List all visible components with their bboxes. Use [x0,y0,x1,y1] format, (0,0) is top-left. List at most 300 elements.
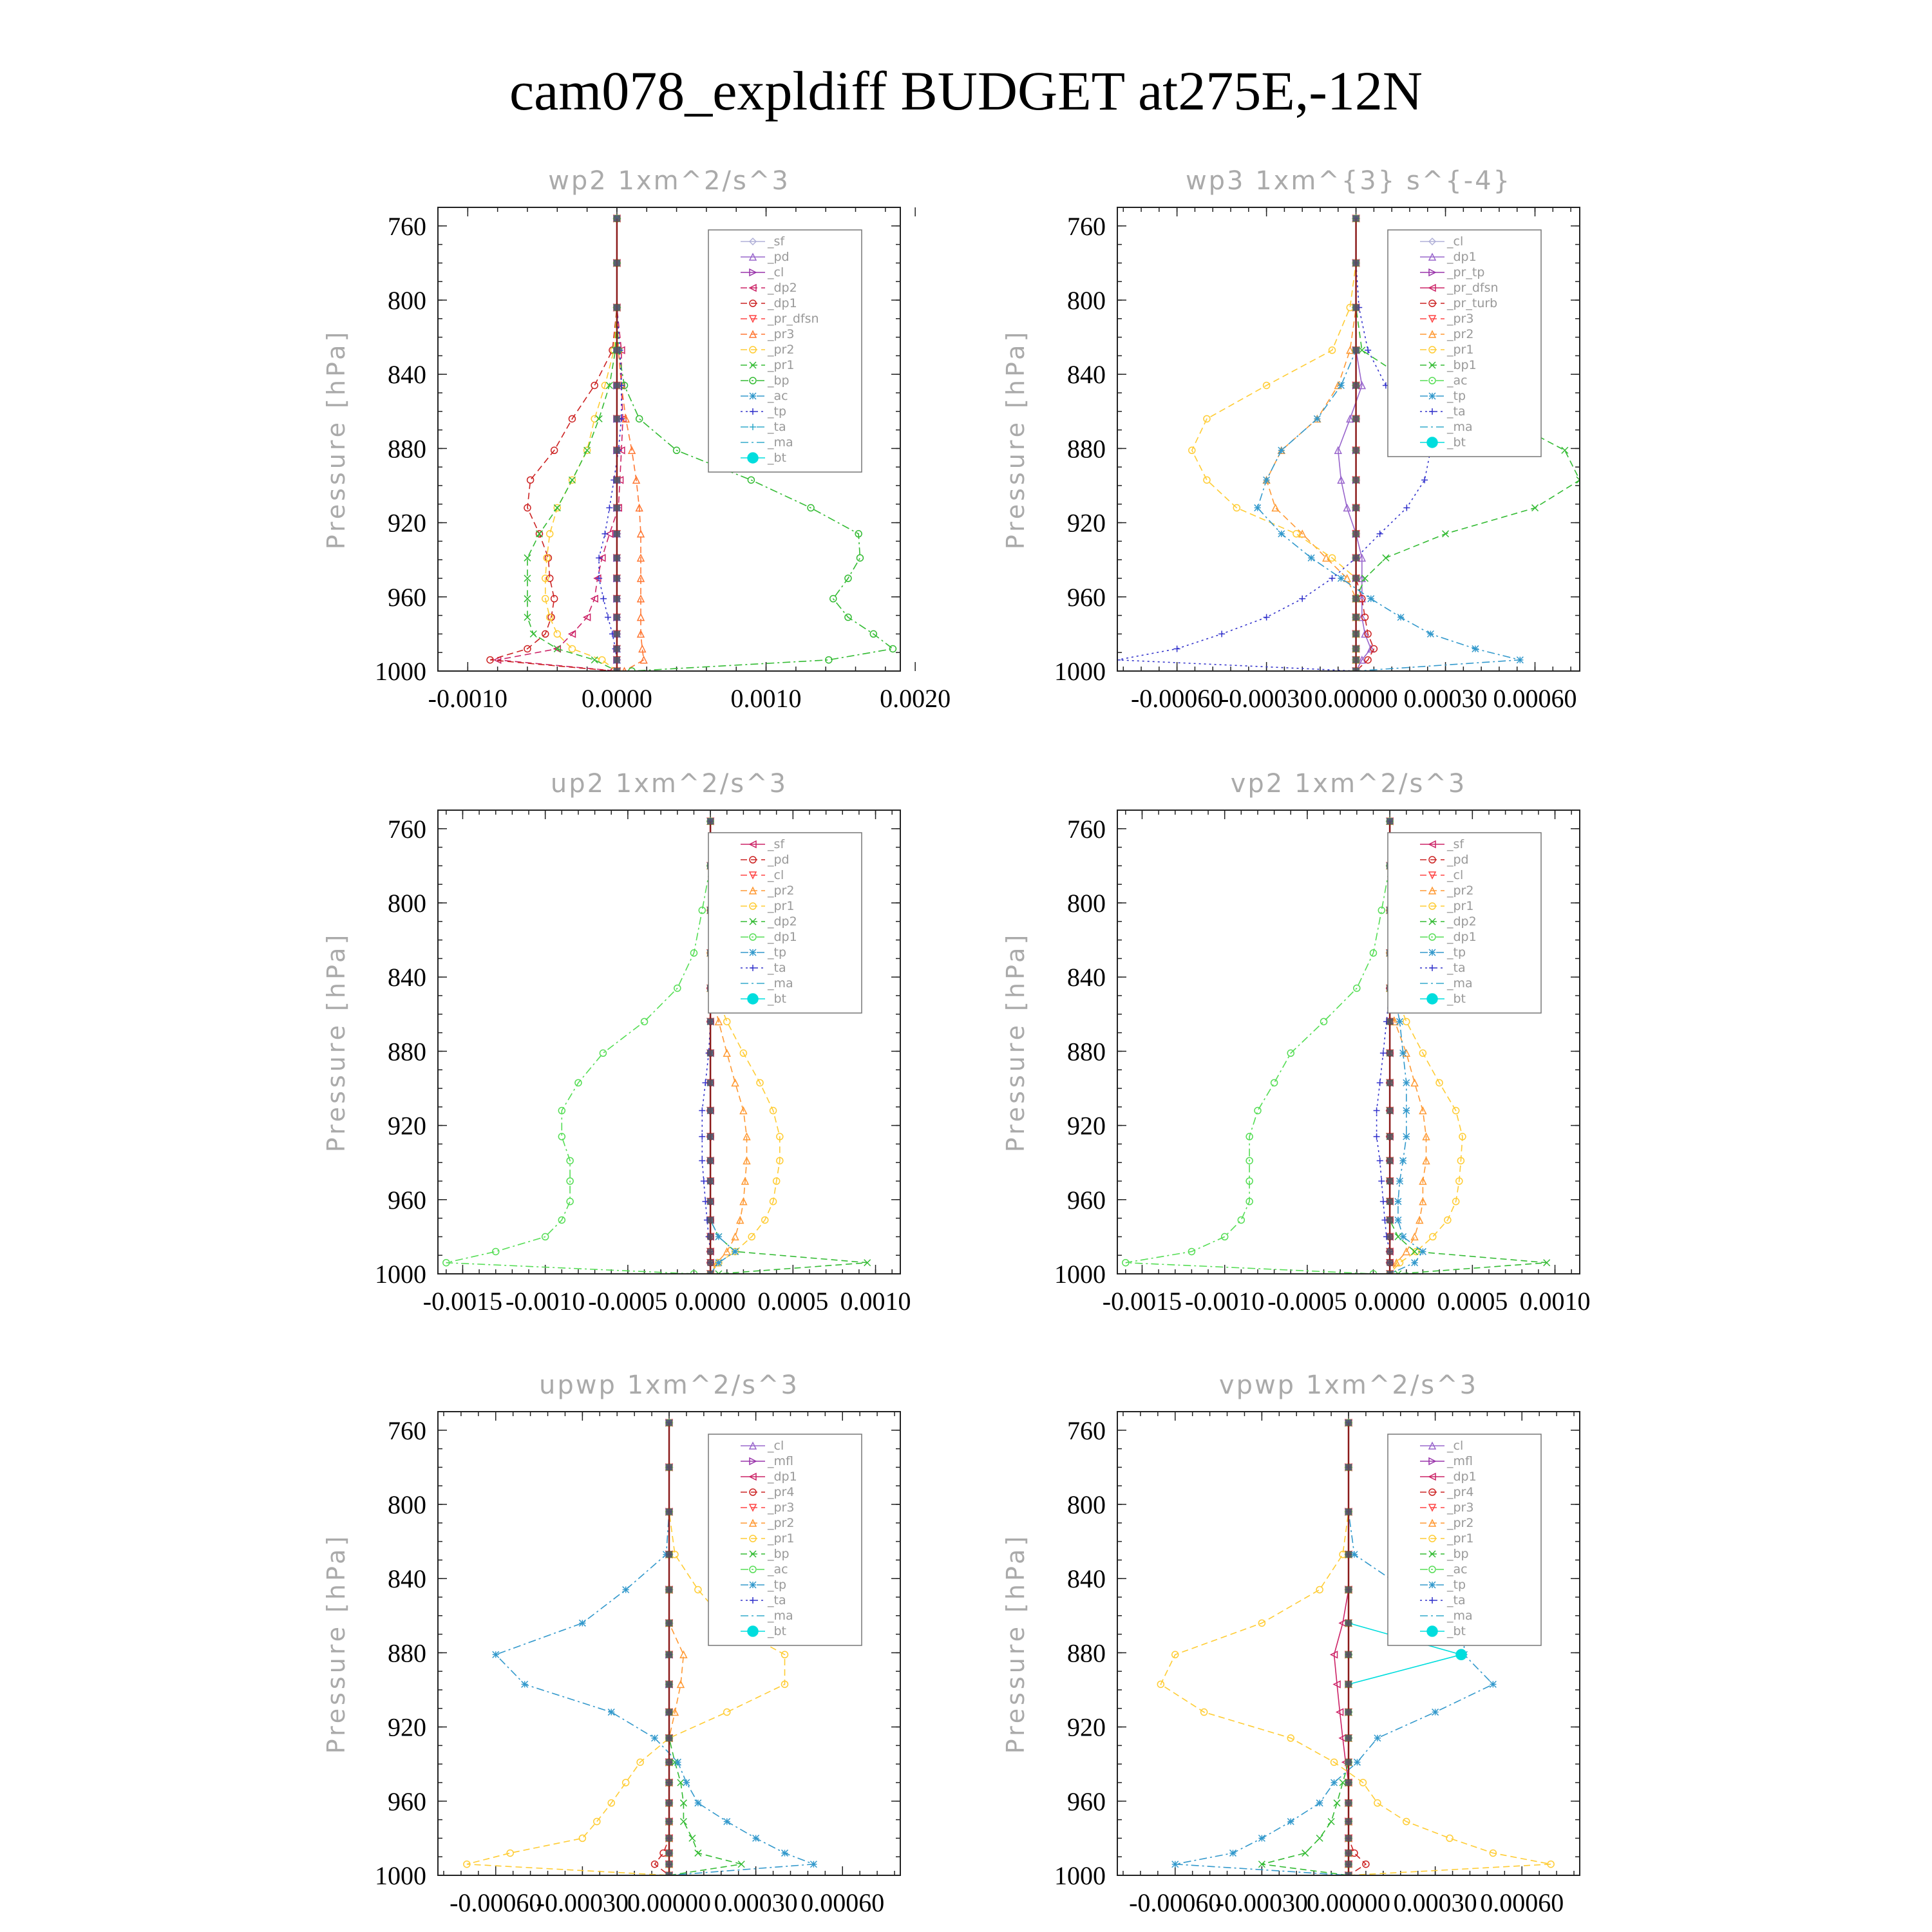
y-tick-label: 880 [1067,1638,1106,1668]
data-point [1397,614,1404,620]
legend-label: _dp2 [768,914,797,929]
data-point [1400,1233,1406,1240]
data-point [579,1835,585,1841]
y-tick-label: 800 [388,286,426,315]
data-point [1430,1233,1436,1240]
data-point [701,1178,707,1184]
legend-label: _mfl [768,1454,793,1468]
data-point [1230,1850,1236,1856]
data-point [1380,1198,1387,1205]
y-tick-label: 1000 [375,1861,426,1890]
stacked-marker [614,260,620,266]
y-tick-label: 760 [388,814,426,844]
data-point [1258,1835,1265,1841]
stacked-marker [666,1709,672,1716]
data-point [724,1818,730,1824]
legend-label: _pr2 [768,1516,795,1530]
data-point [1293,531,1300,537]
stacked-marker [1353,382,1359,388]
series-line-dp1 [1126,821,1390,1274]
stacked-marker [666,1551,672,1558]
stacked-marker [1345,1586,1352,1593]
legend-label: _pr2 [1447,884,1474,898]
data-point [641,1018,648,1025]
data-point [674,1759,681,1765]
stacked-marker [666,1509,672,1515]
stacked-marker [1345,1759,1352,1765]
data-point [1174,645,1180,652]
y-tick-label: 880 [388,1638,426,1668]
legend-label: _pr4 [1447,1485,1474,1499]
data-point [677,1681,684,1687]
stacked-marker [1345,1779,1352,1786]
legend-label: _bp [1447,1547,1469,1561]
legend-label: _bt [768,992,787,1006]
data-point [1403,1133,1410,1140]
stacked-marker [666,1464,672,1470]
data-point [1271,1079,1278,1086]
data-point [569,477,575,483]
stacked-marker [1387,1157,1393,1164]
stacked-marker [1387,818,1393,824]
stacked-marker [1345,1651,1352,1658]
legend-label: _ac [1447,374,1468,388]
data-point [724,1709,730,1716]
legend-marker [748,1626,758,1636]
y-tick-label: 840 [1067,1564,1106,1594]
stacked-marker [1345,1551,1352,1558]
legend-marker [748,453,758,463]
legend-label: _pr3 [768,327,795,341]
y-tick-label: 800 [1067,1490,1106,1519]
y-tick-label: 880 [1067,1037,1106,1066]
data-point [554,630,560,637]
legend-label: _pr1 [1447,343,1474,357]
legend-label: _dp1 [1447,930,1477,944]
stacked-marker [1387,1018,1393,1025]
data-point [1374,1800,1381,1806]
x-tick-label: 0.0005 [1437,1287,1508,1316]
data-point [1383,554,1389,561]
y-axis-label: Pressure [hPa] [1001,931,1030,1153]
x-tick-label: -0.00030 [1215,1888,1309,1917]
data-point [1443,531,1449,537]
stacked-marker [1353,596,1359,602]
legend-label: _ma [1447,1609,1473,1623]
data-point [527,477,534,483]
data-point [695,1586,701,1593]
data-point [715,1260,722,1266]
y-tick-label: 800 [388,889,426,918]
stacked-marker [614,657,620,663]
legend-marker [1427,1626,1437,1636]
data-point [1218,630,1225,637]
legend-label: _pr_dfsn [1447,281,1499,295]
panel-6 [1001,1370,1580,1917]
data-point [857,554,863,561]
data-point [1255,1108,1261,1114]
data-point [1396,1018,1403,1025]
stacked-marker [666,1800,672,1806]
data-point [1204,477,1210,483]
x-tick-label: 0.0010 [730,684,802,713]
legend-label: _tp [768,945,787,960]
stacked-marker [1345,1709,1352,1716]
stacked-marker [1345,1419,1352,1426]
y-tick-label: 920 [1067,1712,1106,1742]
data-point [782,1850,788,1856]
data-point [1316,1835,1323,1841]
legend-label: _ta [768,1593,786,1607]
stacked-marker [1353,260,1359,266]
data-point [600,1050,606,1056]
stacked-marker [1353,477,1359,483]
stacked-marker [666,1681,672,1687]
data-point [732,1248,739,1255]
data-point [724,1018,730,1025]
data-point [1334,1800,1340,1806]
legend-label: _pr_tp [1447,265,1485,279]
data-point [1532,505,1539,511]
stacked-marker [707,1178,714,1184]
x-tick-label: -0.0005 [1267,1287,1347,1316]
data-point [699,1133,705,1140]
data-point [1412,1233,1418,1240]
data-point [1299,596,1305,602]
legend-label: _pr2 [1447,327,1474,341]
data-point [1396,1178,1403,1184]
stacked-marker [1353,347,1359,354]
x-tick-label: 0.00030 [1403,684,1488,713]
y-axis-label: Pressure [hPa] [322,931,350,1153]
panel-5 [322,1370,900,1917]
x-tick-label: -0.00060 [1129,1888,1222,1917]
data-point [1517,657,1523,663]
legend-label: _pr3 [768,1501,795,1515]
data-point [1427,630,1434,637]
panels [322,166,1591,1917]
y-tick-label: 920 [388,1712,426,1742]
data-point [608,1709,614,1716]
stacked-marker [1387,1260,1393,1266]
stacked-marker [666,1861,672,1868]
data-point [600,596,607,602]
data-point [1562,447,1568,453]
stacked-marker [1345,1835,1352,1841]
legend-label: _tp [1447,945,1466,960]
legend-label: _pr2 [768,884,795,898]
data-point [636,415,643,422]
data-point [1172,1861,1179,1868]
data-point [1351,1551,1358,1558]
stacked-marker [666,1651,672,1658]
y-axis-label: Pressure [hPa] [1001,328,1030,550]
stacked-marker [666,1586,672,1593]
data-point [1374,1735,1381,1741]
data-point [591,382,598,388]
y-tick-label: 960 [1067,1786,1106,1816]
stacked-marker [1387,1133,1393,1140]
data-point [605,614,611,620]
data-point [1329,575,1336,582]
figure-title: cam078_expldiff BUDGET at275E,-12N [509,60,1423,122]
data-point [1403,1079,1410,1086]
y-tick-label: 1000 [375,1260,426,1289]
y-tick-label: 880 [388,434,426,464]
legend [708,833,862,1013]
x-tick-label: -0.00030 [1220,684,1313,713]
stacked-marker [707,1133,714,1140]
data-point [545,554,551,561]
x-tick-label: 0.00060 [1493,684,1577,713]
x-tick-label: 0.0005 [757,1287,829,1316]
legend-label: _ac [768,389,788,403]
y-tick-label: 760 [388,211,426,241]
x-tick-label: -0.0015 [422,1287,503,1316]
series-line-dp1 [1334,1423,1349,1875]
panel-title: wp3 1xm^{3} s^{-4} [1185,166,1512,196]
data-point [601,531,608,537]
legend-label: _ma [1447,976,1473,990]
stacked-marker [1345,1735,1352,1741]
data-point [530,630,536,637]
x-tick-label: 0.00000 [1314,684,1398,713]
data-point [1421,477,1428,483]
data-point [1432,1709,1439,1716]
legend-label: _ma [1447,420,1473,434]
data-point [1378,1178,1385,1184]
stacked-marker [1353,531,1359,537]
legend-label: _ta [1447,961,1466,975]
stacked-marker [666,1835,672,1841]
data-point [569,645,575,652]
legend-marker [1429,393,1435,399]
legend-label: _tp [768,404,787,419]
data-point [1396,1260,1403,1266]
legend-label: _sf [768,837,785,851]
x-tick-label: -0.0010 [1185,1287,1265,1316]
y-tick-label: 800 [388,1490,426,1519]
panel-title: upwp 1xm^2/s^3 [539,1370,799,1400]
legend-marker [750,393,756,399]
legend-label: _dp1 [768,1470,797,1484]
y-tick-label: 840 [388,963,426,992]
legend-label: _pr3 [1447,1501,1474,1515]
data-point [1338,575,1344,582]
y-tick-label: 1000 [1054,1260,1106,1289]
stacked-marker [614,575,620,582]
legend [1388,1434,1541,1645]
y-tick-label: 880 [1067,434,1106,464]
legend-label: _bp [768,1547,790,1561]
data-point [699,1108,705,1114]
stacked-marker [1353,645,1359,652]
legend-label: _cl [1447,868,1464,882]
data-point [1403,505,1410,511]
stacked-marker [666,1620,672,1626]
stacked-marker [1345,1850,1352,1856]
data-point [1314,415,1320,422]
legend-label: _pd [768,853,790,867]
stacked-marker [614,596,620,602]
legend-label: _ma [768,1609,793,1623]
y-axis-label: Pressure [hPa] [322,1533,350,1754]
stacked-marker [1387,1079,1393,1086]
data-point [715,1233,722,1240]
legend-label: _pr1 [768,358,795,372]
x-tick-label: -0.0005 [588,1287,668,1316]
series-line-pr1 [1192,218,1356,671]
x-tick-label: 0.00030 [1393,1888,1477,1917]
legend-label: _pr2 [1447,1516,1474,1530]
legend-label: _pr1 [1447,1531,1474,1546]
legend-label: _ta [1447,404,1466,419]
stacked-marker [1353,305,1359,311]
legend-label: _pr_dfsn [768,312,819,326]
series-line-pr2 [1267,218,1356,671]
stacked-marker [1345,1509,1352,1515]
data-point [1316,1800,1323,1806]
data-point [567,1198,573,1205]
panel-3 [322,769,911,1316]
stacked-marker [1353,554,1359,561]
stacked-marker [1353,614,1359,620]
data-point [1338,382,1344,388]
data-point [689,1835,696,1841]
panel-4 [1001,769,1591,1316]
legend-label: _tp [1447,389,1466,403]
stacked-marker [1387,1198,1393,1205]
legend-label: _ma [768,435,793,450]
y-tick-label: 960 [388,1786,426,1816]
legend-label: _bt [768,1624,787,1638]
x-tick-label: 0.0010 [1519,1287,1591,1316]
data-point [547,614,553,620]
series-line-dp1 [1338,218,1371,671]
stacked-marker [1353,505,1359,511]
legend-label: _cl [768,868,784,882]
y-tick-label: 920 [388,1111,426,1141]
legend [708,1434,862,1645]
data-point [732,1233,739,1240]
stacked-marker [1353,215,1359,222]
data-point [522,1681,528,1687]
stacked-marker [1387,1233,1393,1240]
legend [1388,833,1541,1013]
stacked-marker [707,1233,714,1240]
stacked-marker [707,1248,714,1255]
x-tick-label: 0.00060 [1480,1888,1564,1917]
y-tick-label: 760 [1067,211,1106,241]
data-point [1302,1850,1309,1856]
data-point [683,1779,690,1786]
y-tick-label: 760 [1067,1416,1106,1445]
legend-label: _dp1 [1447,250,1477,264]
stacked-marker [1387,1178,1393,1184]
data-point [699,1157,705,1164]
stacked-marker [1353,447,1359,453]
y-tick-label: 960 [1067,582,1106,612]
legend-label: _pr1 [768,1531,795,1546]
data-point [1419,1248,1426,1255]
y-tick-label: 920 [388,508,426,538]
panel-title: up2 1xm^2/s^3 [550,769,788,799]
stacked-marker [1387,1248,1393,1255]
legend-label: _bp1 [1447,358,1477,372]
legend-marker [750,949,756,956]
data-point [1264,614,1270,620]
series-line-pr4 [1349,1423,1366,1875]
legend-label: _bt [1447,992,1466,1006]
data-point [1354,1759,1360,1765]
legend-marker [748,994,758,1004]
data-point [606,505,612,511]
x-tick-label: -0.00060 [450,1888,542,1917]
legend-label: _ta [1447,1593,1466,1607]
data-point [536,531,542,537]
data-point [554,505,560,511]
data-point [1316,1586,1323,1593]
y-tick-label: 1000 [1054,657,1106,686]
legend-label: _ta [768,961,786,975]
panel-title: wp2 1xm^2/s^3 [548,166,790,196]
data-point [1403,1018,1410,1025]
stacked-marker [1353,630,1359,637]
series-line-pr2 [545,218,617,671]
stacked-marker [614,382,620,388]
x-tick-label: 0.00030 [714,1888,798,1917]
legend-label: _bp [768,374,790,388]
y-tick-label: 920 [1067,508,1106,538]
data-point [652,1735,658,1741]
stacked-marker [614,531,620,537]
x-tick-label: -0.00030 [536,1888,629,1917]
stacked-marker [1345,1620,1352,1626]
data-point [638,531,644,537]
legend-marker [1429,949,1435,956]
data-point [1374,1133,1380,1140]
data-point [1377,1157,1383,1164]
x-tick-label: -0.00060 [1130,684,1224,713]
y-tick-label: 1000 [1054,1861,1106,1890]
x-tick-label: 0.00060 [800,1888,885,1917]
data-point [623,1779,629,1786]
stacked-marker [614,554,620,561]
stacked-marker [666,1735,672,1741]
data-point [1287,1818,1294,1824]
stacked-marker [707,1079,714,1086]
stacked-marker [614,447,620,453]
legend-label: _bt [1447,1624,1466,1638]
legend-marker [1429,1582,1435,1588]
stacked-marker [666,1419,672,1426]
data-point [1278,531,1285,537]
y-tick-label: 760 [1067,814,1106,844]
series-line-dp1 [490,218,617,671]
y-axis-label: Pressure [hPa] [322,328,350,550]
data-point [1490,1681,1496,1687]
data-point [753,1835,759,1841]
stacked-marker [614,645,620,652]
data-point [732,1079,739,1086]
stacked-marker [707,1260,714,1266]
stacked-marker [1387,1050,1393,1056]
y-tick-label: 1000 [375,657,426,686]
y-tick-label: 840 [1067,963,1106,992]
data-point [596,415,602,422]
data-point [579,1620,585,1626]
stacked-marker [1353,575,1359,582]
